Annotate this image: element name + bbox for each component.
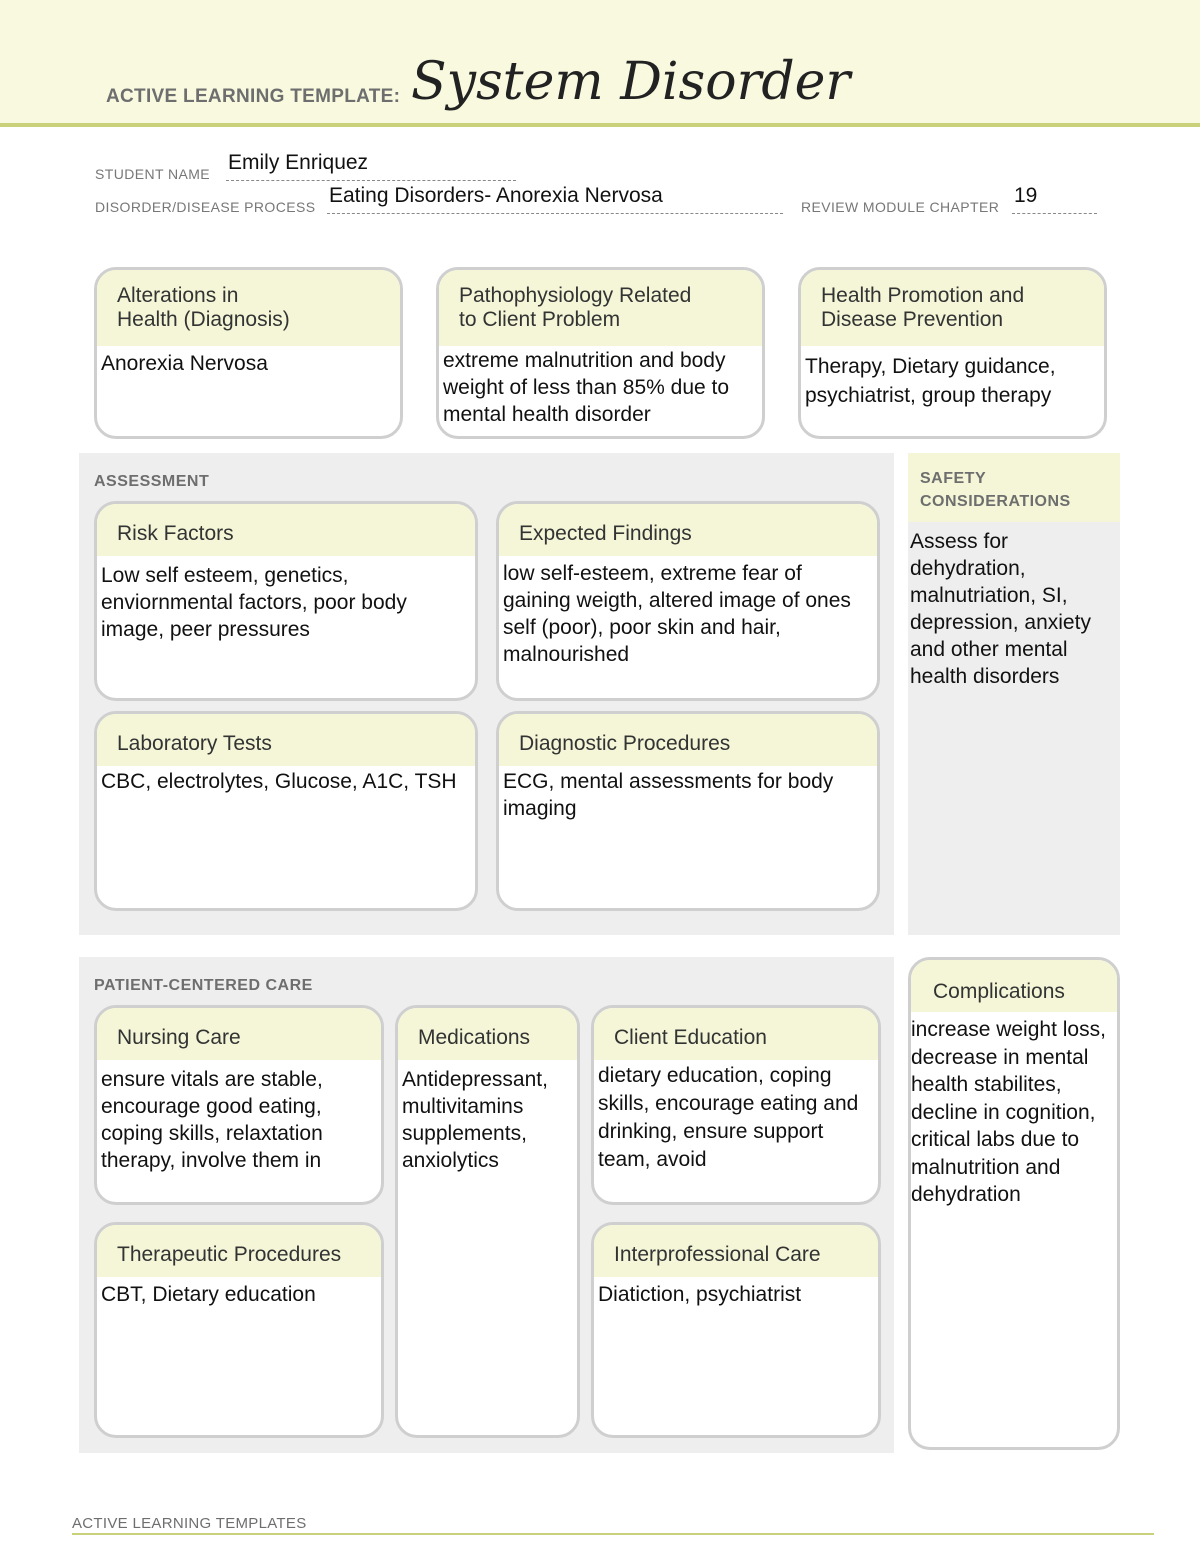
therapeutic-procedures-title: Therapeutic Procedures: [117, 1243, 342, 1266]
safety-panel: [908, 453, 1120, 935]
laboratory-tests-title: Laboratory Tests: [117, 732, 272, 755]
safety-heading-line1: SAFETY: [920, 470, 987, 487]
nursing-care-title: Nursing Care: [117, 1026, 241, 1049]
alterations-header: [97, 270, 400, 346]
pathophysiology-title-line1: Pathophysiology Related: [459, 284, 692, 307]
alterations-title-line1: Alterations in: [117, 284, 239, 307]
template-title: System Disorder: [411, 52, 851, 112]
health-promotion-body[interactable]: Therapy, Dietary guidance, psychiatrist, group therapy: [805, 355, 1056, 407]
health-promotion-title-line1: Health Promotion and: [821, 284, 1025, 307]
laboratory-tests-header: [97, 714, 475, 766]
alterations-body[interactable]: Anorexia Nervosa: [101, 352, 268, 375]
client-education-box: [591, 1005, 881, 1205]
footer-divider: [72, 1533, 1154, 1535]
safety-body[interactable]: Assess for dehydration, malnutriation, SI, depression, anxiety and other mental health disorders: [910, 530, 1091, 688]
nursing-care-box: [94, 1005, 384, 1205]
alterations-title-line2: Health (Diagnosis): [117, 308, 290, 331]
assessment-heading: ASSESSMENT: [94, 473, 210, 490]
complications-header: [911, 960, 1117, 1012]
risk-factors-body[interactable]: Low self esteem, genetics, enviornmental factors, poor body image, peer pressures: [101, 564, 407, 641]
pathophysiology-header: [439, 270, 762, 346]
interprofessional-care-box: [591, 1222, 881, 1438]
therapeutic-procedures-header: [97, 1225, 381, 1277]
therapeutic-procedures-box: [94, 1222, 384, 1438]
laboratory-tests-body[interactable]: CBC, electrolytes, Glucose, A1C, TSH: [101, 770, 457, 793]
complications-box: [908, 957, 1120, 1450]
risk-factors-box: [94, 501, 478, 701]
chapter-label: REVIEW MODULE CHAPTER: [801, 199, 1000, 215]
diagnostic-procedures-box: [496, 711, 880, 911]
health-promotion-title-line2: Disease Prevention: [821, 308, 1004, 331]
patient-care-heading: PATIENT-CENTERED CARE: [94, 977, 313, 994]
interprofessional-care-header: [594, 1225, 878, 1277]
pathophysiology-title-line2: to Client Problem: [459, 308, 621, 331]
safety-heading-line2: CONSIDERATIONS: [920, 493, 1071, 510]
diagnostic-procedures-body[interactable]: ECG, mental assessments for body imaging: [503, 770, 834, 820]
complications-title: Complications: [933, 980, 1065, 1003]
interprofessional-care-body[interactable]: Diatiction, psychiatrist: [598, 1283, 802, 1306]
risk-factors-header: [97, 504, 475, 556]
chapter-line: [1012, 213, 1097, 214]
health-promotion-header: [801, 270, 1104, 346]
pathophysiology-body[interactable]: extreme malnutrition and body weight of less than 85% due to mental health disorder: [443, 349, 730, 426]
medications-header: [398, 1008, 577, 1060]
client-education-title: Client Education: [614, 1026, 767, 1049]
template-label: ACTIVE LEARNING TEMPLATE:: [106, 86, 401, 107]
health-promotion-box: [798, 267, 1107, 439]
disorder-label: DISORDER/DISEASE PROCESS: [95, 199, 316, 215]
expected-findings-body[interactable]: low self-esteem, extreme fear of gaining weigth, altered image of ones self (poor), poor skin and hair, malnourished: [503, 562, 851, 666]
diagnostic-procedures-title: Diagnostic Procedures: [519, 732, 731, 755]
pathophysiology-box: [436, 267, 765, 439]
medications-title: Medications: [418, 1026, 531, 1049]
disorder-value[interactable]: Eating Disorders- Anorexia Nervosa: [329, 184, 663, 207]
client-education-body[interactable]: dietary education, coping skills, encourage eating and drinking, ensure support team, avoid: [598, 1064, 859, 1171]
alterations-box: [94, 267, 403, 439]
medications-box: [395, 1005, 580, 1438]
disorder-line: [327, 213, 783, 214]
interprofessional-care-title: Interprofessional Care: [614, 1243, 821, 1266]
student-name-label: STUDENT NAME: [95, 166, 210, 182]
nursing-care-body[interactable]: ensure vitals are stable, encourage good eating, coping skills, relaxtation therapy, involve them in: [101, 1068, 323, 1172]
complications-body[interactable]: increase weight loss, decrease in mental health stabilites, decline in cognition, critical labs due to malnutrition and dehydration: [911, 1018, 1106, 1206]
therapeutic-procedures-body[interactable]: CBT, Dietary education: [101, 1283, 316, 1306]
chapter-value[interactable]: 19: [1014, 184, 1038, 207]
footer-text: ACTIVE LEARNING TEMPLATES: [72, 1515, 307, 1532]
laboratory-tests-box: [94, 711, 478, 911]
header-divider: [0, 123, 1200, 127]
risk-factors-title: Risk Factors: [117, 522, 234, 545]
student-name-value[interactable]: Emily Enriquez: [228, 151, 369, 174]
medications-body[interactable]: Antidepressant, multivitamins supplements, anxiolytics: [402, 1068, 548, 1172]
client-education-header: [594, 1008, 878, 1060]
expected-findings-header: [499, 504, 877, 556]
student-name-line: [226, 180, 516, 181]
expected-findings-title: Expected Findings: [519, 522, 692, 545]
expected-findings-box: [496, 501, 880, 701]
diagnostic-procedures-header: [499, 714, 877, 766]
nursing-care-header: [97, 1008, 381, 1060]
safety-header: [908, 453, 1120, 522]
